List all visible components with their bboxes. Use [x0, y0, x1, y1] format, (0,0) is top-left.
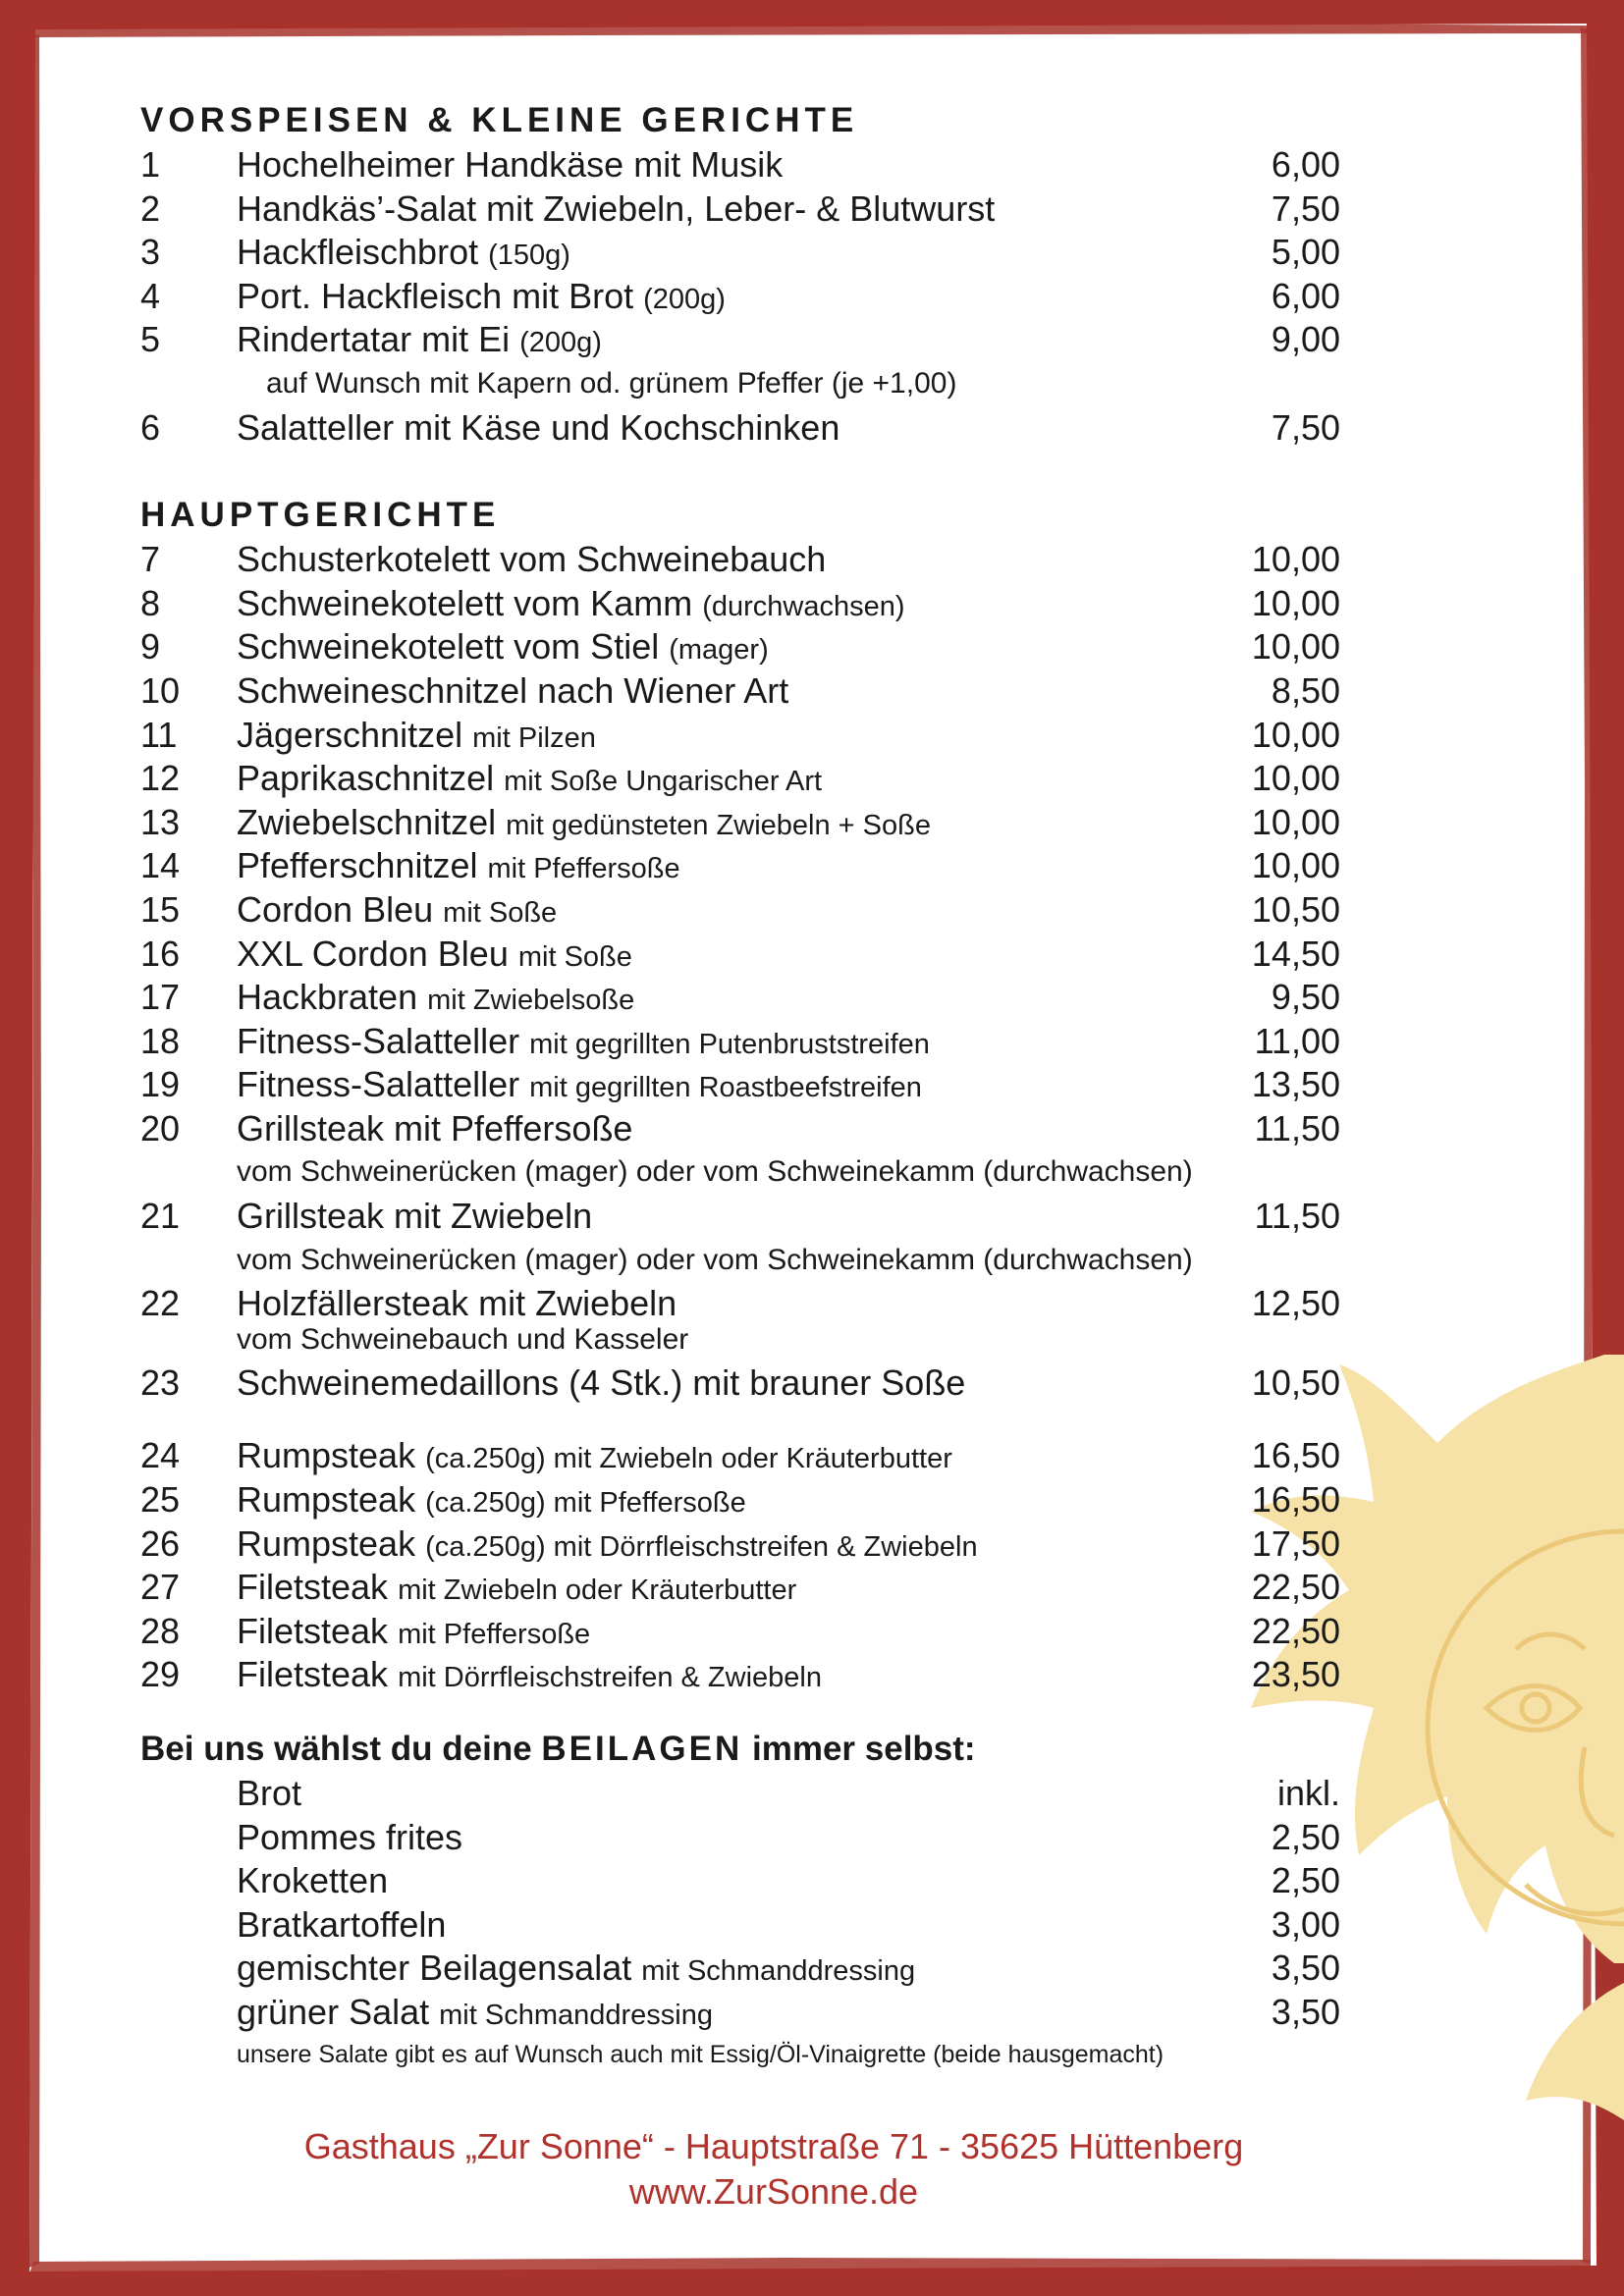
item-title: Jägerschnitzel	[237, 714, 463, 755]
item-price: 5,00	[1271, 232, 1340, 273]
menu-item	[140, 669, 1417, 714]
side-detail: mit Schmanddressing	[439, 1999, 713, 2031]
menu-item	[140, 538, 1417, 582]
item-number: 15	[140, 888, 181, 930]
side-name	[237, 1816, 462, 1860]
side-title: Bratkartoffeln	[237, 1903, 447, 1945]
side-item	[140, 1991, 1417, 2035]
item-number: 29	[140, 1654, 181, 1695]
item-price: 10,00	[1251, 539, 1340, 580]
sides-list	[140, 1772, 1417, 2035]
item-title: Rindertatar mit Ei	[237, 319, 511, 360]
section-heading-vorspeisen: VORSPEISEN & KLEINE GERICHTE	[140, 101, 859, 139]
item-name	[237, 187, 995, 232]
item-detail: mit gegrillten Roastbeefstreifen	[529, 1072, 922, 1104]
section-heading-hauptgerichte: HAUPTGERICHTE	[140, 496, 501, 535]
item-name	[237, 1282, 677, 1326]
item-note-text: vom Schweinerücken (mager) oder vom Schweinekamm (durchwachsen)	[237, 1155, 1193, 1189]
item-price: 11,50	[1254, 1107, 1340, 1148]
menu-item	[140, 1522, 1417, 1567]
item-detail: mit Soße	[517, 940, 632, 973]
item-name	[237, 406, 839, 451]
item-name	[237, 1434, 952, 1481]
item-price: 10,50	[1251, 1362, 1340, 1403]
item-number: 16	[140, 933, 181, 974]
menu-item	[140, 1282, 1417, 1326]
item-price: 7,50	[1271, 187, 1340, 229]
item-number: 25	[140, 1479, 181, 1521]
item-name	[237, 669, 788, 714]
item-price: 7,50	[1271, 406, 1340, 448]
item-price: 10,00	[1251, 626, 1340, 667]
item-title: Cordon Bleu	[237, 888, 434, 930]
item-number: 8	[140, 582, 161, 623]
item-price: 14,50	[1251, 933, 1340, 974]
side-title: Kroketten	[237, 1860, 389, 1901]
item-price: 17,50	[1251, 1522, 1340, 1564]
item-title: Fitness-Salatteller	[237, 1020, 520, 1061]
steaks-list	[140, 1434, 1417, 1697]
item-title: Salatteller mit Käse und Kochschinken	[237, 406, 840, 448]
item-detail: mit Soße	[443, 896, 558, 929]
item-price: 22,50	[1251, 1567, 1340, 1608]
item-title: Rumpsteak	[237, 1522, 416, 1564]
side-price: 2,50	[1271, 1816, 1340, 1857]
item-price: 16,50	[1251, 1479, 1340, 1521]
menu-item	[140, 976, 1417, 1020]
menu-content	[140, 98, 1417, 2074]
item-title: Rumpsteak	[237, 1435, 416, 1476]
sides-heading	[140, 1727, 1417, 1772]
item-name	[237, 976, 634, 1023]
item-title: Pfefferschnitzel	[237, 845, 478, 886]
side-title: gemischter Beilagensalat	[237, 1948, 632, 1989]
item-number: 23	[140, 1362, 181, 1403]
item-price: 6,00	[1271, 144, 1340, 185]
item-note	[140, 1239, 1417, 1283]
item-number: 21	[140, 1196, 181, 1237]
item-name	[237, 1566, 796, 1613]
item-detail: (mager)	[669, 634, 769, 667]
side-detail: mit Schmanddressing	[641, 1955, 916, 1988]
item-detail: mit Soße Ungarischer Art	[504, 766, 823, 798]
side-price: 3,50	[1271, 1948, 1340, 1989]
menu-item	[140, 582, 1417, 626]
item-name	[237, 231, 570, 278]
item-number: 27	[140, 1567, 181, 1608]
item-name	[237, 1063, 922, 1110]
item-number: 28	[140, 1610, 181, 1651]
item-name	[237, 1522, 978, 1570]
menu-item	[140, 1434, 1417, 1478]
item-title: Schusterkotelett vom Schweinebauch	[237, 539, 827, 580]
menu-item	[140, 1566, 1417, 1610]
sides-footnote	[140, 2035, 1417, 2074]
item-price: 10,50	[1251, 888, 1340, 930]
item-number: 20	[140, 1107, 181, 1148]
hauptgerichte-list	[140, 538, 1417, 1405]
menu-item	[140, 275, 1417, 319]
side-item	[140, 1903, 1417, 1948]
item-title: Schweinekotelett vom Stiel	[237, 626, 660, 667]
menu-item	[140, 844, 1417, 888]
item-price: 16,50	[1251, 1435, 1340, 1476]
side-name	[237, 1991, 713, 2038]
item-title: Hackbraten	[237, 977, 418, 1018]
item-title: Rumpsteak	[237, 1479, 416, 1521]
menu-item	[140, 1610, 1417, 1654]
side-item	[140, 1772, 1417, 1816]
item-price: 10,00	[1251, 758, 1340, 799]
menu-item	[140, 231, 1417, 275]
side-name	[237, 1772, 301, 1816]
menu-item	[140, 187, 1417, 232]
item-number: 19	[140, 1064, 181, 1105]
side-name	[237, 1859, 388, 1903]
item-title: Holzfällersteak mit Zwiebeln	[237, 1283, 677, 1324]
item-note-text: auf Wunsch mit Kapern od. grünem Pfeffer (je +1,00)	[266, 366, 957, 400]
item-number: 5	[140, 319, 161, 360]
sides-footnote-text: unsere Salate gibt es auf Wunsch auch mit Essig/Öl-Vinaigrette (beide hausgemacht)	[237, 2040, 1164, 2068]
item-price: 10,00	[1251, 714, 1340, 755]
item-detail: mit Pilzen	[472, 721, 596, 754]
item-price: 10,00	[1251, 801, 1340, 842]
side-title: Brot	[237, 1773, 302, 1813]
item-name	[237, 1610, 590, 1657]
item-note	[140, 1322, 1417, 1362]
item-number: 1	[140, 144, 161, 185]
item-name	[237, 801, 931, 848]
item-number: 11	[140, 714, 178, 755]
menu-item	[140, 1195, 1417, 1239]
menu-item	[140, 714, 1417, 758]
item-title: Schweinekotelett vom Kamm	[237, 582, 693, 623]
item-price: 11,50	[1254, 1196, 1340, 1237]
sides-heading-post: immer selbst:	[742, 1730, 976, 1768]
side-title: grüner Salat	[237, 1991, 430, 2032]
item-number: 13	[140, 801, 181, 842]
item-number: 26	[140, 1522, 181, 1564]
menu-item	[140, 1478, 1417, 1522]
item-detail: (durchwachsen)	[702, 590, 905, 622]
item-name	[237, 933, 632, 980]
item-name	[237, 714, 596, 761]
item-name	[237, 625, 769, 672]
side-item	[140, 1859, 1417, 1903]
item-price: 12,50	[1251, 1283, 1340, 1324]
item-name	[237, 888, 557, 935]
item-number: 14	[140, 845, 181, 886]
item-note-text: vom Schweinerücken (mager) oder vom Schweinekamm (durchwachsen)	[237, 1243, 1193, 1276]
sides-heading-caps: BEILAGEN	[541, 1730, 743, 1768]
side-name	[237, 1947, 915, 1994]
item-title: Grillsteak mit Pfeffersoße	[237, 1107, 633, 1148]
menu-item	[140, 143, 1417, 187]
item-number: 4	[140, 275, 161, 316]
item-number: 9	[140, 626, 161, 667]
item-title: Fitness-Salatteller	[237, 1064, 520, 1105]
item-price: 6,00	[1271, 275, 1340, 316]
vorspeisen-list	[140, 143, 1417, 450]
menu-item	[140, 757, 1417, 801]
item-number: 18	[140, 1020, 181, 1061]
item-number: 24	[140, 1435, 181, 1476]
item-number: 12	[140, 758, 181, 799]
side-price: 3,00	[1271, 1903, 1340, 1945]
item-price: 11,00	[1254, 1020, 1340, 1061]
item-title: Filetsteak	[237, 1654, 389, 1695]
item-price: 9,00	[1271, 319, 1340, 360]
item-detail: mit Pfeffersoße	[487, 853, 680, 885]
item-detail: mit Zwiebelsoße	[427, 985, 635, 1017]
item-name	[237, 1653, 822, 1700]
side-price: inkl.	[1276, 1773, 1340, 1813]
item-title: Schweinemedaillons (4 Stk.) mit brauner Soße	[237, 1362, 966, 1403]
item-title: Zwiebelschnitzel	[237, 801, 497, 842]
item-name	[237, 757, 822, 804]
item-title: XXL Cordon Bleu	[237, 933, 509, 974]
item-detail: mit gegrillten Putenbruststreifen	[529, 1028, 930, 1060]
item-price: 9,50	[1271, 977, 1340, 1018]
item-name	[237, 1107, 632, 1151]
item-price: 10,00	[1251, 582, 1340, 623]
item-note-text: vom Schweinebauch und Kasseler	[237, 1322, 689, 1356]
item-name	[237, 1362, 965, 1406]
item-title: Schweineschnitzel nach Wiener Art	[237, 669, 789, 711]
item-note	[140, 1150, 1417, 1195]
item-name	[237, 538, 826, 582]
sides-heading-pre: Bei uns wählst du deine	[140, 1730, 542, 1768]
item-note	[140, 362, 1417, 406]
item-title: Hochelheimer Handkäse mit Musik	[237, 144, 784, 185]
item-title: Filetsteak	[237, 1610, 389, 1651]
item-price: 8,50	[1271, 669, 1340, 711]
menu-item	[140, 1107, 1417, 1151]
item-price: 13,50	[1251, 1064, 1340, 1105]
menu-item	[140, 888, 1417, 933]
item-number: 7	[140, 539, 161, 580]
side-item	[140, 1816, 1417, 1860]
item-title: Grillsteak mit Zwiebeln	[237, 1196, 593, 1237]
menu-item	[140, 1020, 1417, 1064]
footer-website[interactable]: www.ZurSonne.de	[628, 2171, 919, 2212]
item-title: Hackfleischbrot	[237, 232, 479, 273]
item-number: 3	[140, 232, 161, 273]
item-title: Filetsteak	[237, 1567, 389, 1608]
menu-item	[140, 1362, 1417, 1406]
item-title: Paprikaschnitzel	[237, 758, 495, 799]
item-detail: mit gedünsteten Zwiebeln + Soße	[506, 809, 931, 841]
item-price: 22,50	[1251, 1610, 1340, 1651]
item-detail: mit Dörrfleischstreifen & Zwiebeln	[398, 1662, 822, 1694]
footer-address: Gasthaus „Zur Sonne“ - Hauptstraße 71 - 35625 Hüttenberg	[303, 2126, 1244, 2166]
menu-item	[140, 801, 1417, 845]
side-price: 3,50	[1271, 1991, 1340, 2032]
item-number: 2	[140, 187, 161, 229]
item-detail: (ca.250g) mit Pfeffersoße	[425, 1487, 746, 1520]
item-name	[237, 318, 602, 365]
menu-item	[140, 318, 1417, 362]
item-name	[237, 844, 680, 891]
item-detail: mit Zwiebeln oder Kräuterbutter	[398, 1575, 797, 1607]
item-title: Handkäs’-Salat mit Zwiebeln, Leber- & Blutwurst	[237, 187, 996, 229]
menu-item	[140, 625, 1417, 669]
item-number: 22	[140, 1283, 181, 1324]
item-name	[237, 582, 905, 629]
item-detail: (200g)	[643, 283, 726, 315]
item-name	[237, 1020, 930, 1067]
menu-item	[140, 406, 1417, 451]
item-detail: (150g)	[488, 240, 570, 272]
item-name	[237, 1478, 746, 1525]
item-number: 10	[140, 669, 181, 711]
item-price: 10,00	[1251, 845, 1340, 886]
item-name	[237, 275, 726, 322]
menu-item	[140, 1653, 1417, 1697]
side-price: 2,50	[1271, 1860, 1340, 1901]
menu-item	[140, 933, 1417, 977]
side-title: Pommes frites	[237, 1816, 463, 1857]
item-detail: mit Pfeffersoße	[398, 1618, 591, 1650]
item-title: Port. Hackfleisch mit Brot	[237, 275, 634, 316]
item-name	[237, 143, 783, 187]
item-price: 23,50	[1251, 1654, 1340, 1695]
item-name	[237, 1195, 592, 1239]
menu-item	[140, 1063, 1417, 1107]
item-detail: (ca.250g) mit Zwiebeln oder Kräuterbutter	[425, 1443, 952, 1475]
side-name	[237, 1903, 446, 1948]
item-number: 6	[140, 406, 161, 448]
item-detail: (200g)	[519, 327, 602, 359]
side-item	[140, 1947, 1417, 1991]
item-detail: (ca.250g) mit Dörrfleischstreifen & Zwiebeln	[425, 1530, 978, 1563]
item-number: 17	[140, 977, 181, 1018]
